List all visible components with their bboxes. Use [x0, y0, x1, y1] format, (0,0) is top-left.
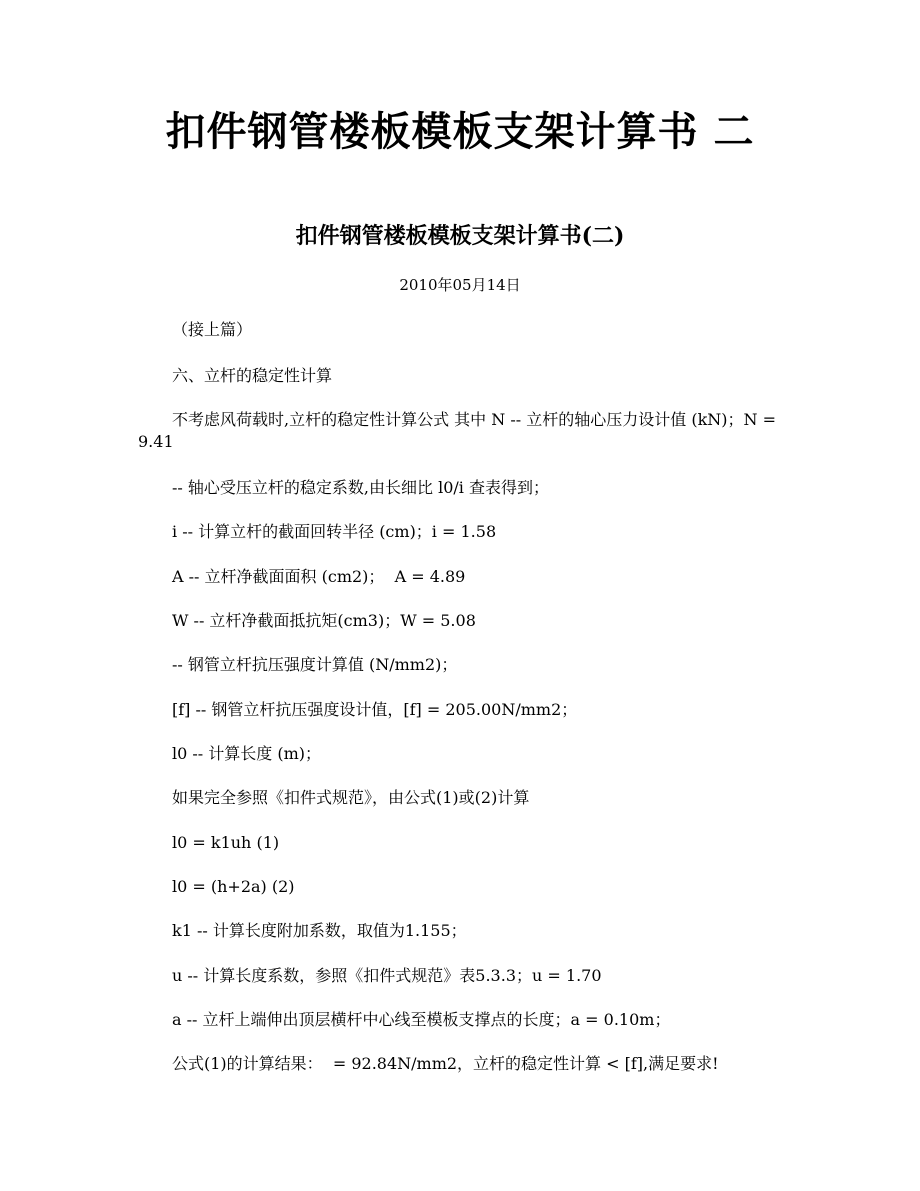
- document-subtitle: 扣件钢管楼板模板支架计算书(二): [295, 223, 625, 249]
- paragraph-code-reference: 如果完全参照《扣件式规范》，由公式(1)或(2)计算: [172, 788, 530, 807]
- paragraph-calc-length: l0 -- 计算长度 (m)；: [172, 744, 322, 763]
- paragraph-a: a -- 立杆上端伸出顶层横杆中心线至模板支撑点的长度；a = 0.10m；: [172, 1010, 671, 1029]
- paragraph-radius-gyration: i -- 计算立杆的截面回转半径 (cm)；i = 1.58: [172, 522, 497, 541]
- paragraph-stability-coefficient: -- 轴心受压立杆的稳定系数,由长细比 l0/i 查表得到；: [172, 478, 549, 497]
- paragraph-k1: k1 -- 计算长度附加系数，取值为1.155；: [172, 921, 467, 940]
- paragraph-compressive-stress: -- 钢管立杆抗压强度计算值 (N/mm2)；: [172, 655, 458, 674]
- paragraph-continued-note: （接上篇）: [172, 320, 253, 339]
- publish-date: 2010年05月14日: [399, 276, 521, 294]
- paragraph-u: u -- 计算长度系数，参照《扣件式规范》表5.3.3；u = 1.70: [172, 966, 602, 985]
- paragraph-design-strength: [f] -- 钢管立杆抗压强度设计值，[f] = 205.00N/mm2；: [172, 700, 578, 719]
- document-title: 扣件钢管楼板模板支架计算书 二: [165, 108, 755, 155]
- paragraph-section-modulus: W -- 立杆净截面抵抗矩(cm3)；W = 5.08: [172, 611, 476, 630]
- formula-1: l0 = k1uh (1): [172, 833, 280, 852]
- paragraph-net-area: A -- 立杆净截面面积 (cm2)； A = 4.89: [172, 567, 466, 586]
- formula-2: l0 = (h+2a) (2): [172, 877, 295, 896]
- section-heading-stability: 六、立杆的稳定性计算: [172, 366, 333, 385]
- paragraph-result: 公式(1)的计算结果： = 92.84N/mm2，立杆的稳定性计算 < [f],满足要求!: [172, 1054, 719, 1073]
- paragraph-formula-intro: 不考虑风荷载时,立杆的稳定性计算公式 其中 N -- 立杆的轴心压力设计值 (kN)；N = 9.41: [138, 410, 782, 451]
